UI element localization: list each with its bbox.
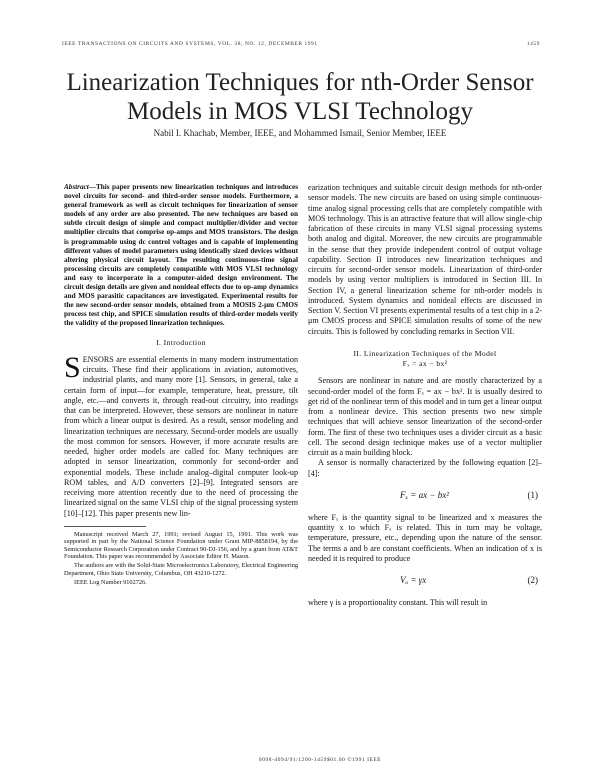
intro-text: ENSORS are essential elements in many modern instrumentation circuits. These find their applications in aviation, automotives, industrial plants, and many more [1]. Sensors, in general, take a certain form of input—for example, temperature, heat, pressure, tilt angle, etc.—and converts it, through read-out circuitry, into readings that can be interpreted. However, these sensors are nonlinear in nature from which a linear output is desired. As a result, sensor modeling and linearization techniques are necessary. Second-order models are usually the most common for sensors. However, if more accurate results are needed, higher order models are called for. Many techniques are adopted in sensor linearization, commonly for second-order and exponential models. These include analog–digital computer look-up ROM tables, and A/D converters [2]–[9]. Integrated sensors are receiving more attention recently due to the need of processing the linearized signal on the same VLSI chip of the signal processing system [10]–[12]. This paper presents new lin- [64,354,298,518]
section-heading-linearization [308,349,542,370]
running-header [62,41,540,47]
section2-paragraph-3: where Fₓ is the quantity signal to be linearized and x measures the quantity x to which Fₓ is related. This in turn may be voltage, temperature, pressure, etc., depending upon the nature of the sensor. The terms a and b are constant coefficients. When an indication of x is needed it is required to produce [308,512,542,563]
copyright-footer: 0098-4094/91/1200-1459$01.00 ©1991 IEEE [258,757,382,763]
abstract [64,183,298,329]
page-number: 1459 [526,41,540,47]
section2-paragraph-2: A sensor is normally characterized by the following equation [2]–[4]: [308,458,542,478]
continued-paragraph: earization techniques and suitable circuit design methods for nth-order sensor models. The new circuits are based on using simple continuous-time analog signal processing cells that are completely compatible with MOS technology. This is an attractive feature that will allow single-chip fabrication of these circuits in many VLSI signal processing systems both analog and digital. Moreover, the new circuits are programmable in the sense that they provide independent control of output voltage capability. Section II introduces new linearization techniques and circuits for second-order sensor models. Linearization of third-order models by using vector multipliers is introduced in Section III. In Section IV, a general linearization scheme for nth-order models is introduced. System dynamics and nonideal effects are discussed in Section V. Section VI presents experimental results of a test chip in a 2-μm CMOS process and SPICE simulation results of some of the new circuits. This is followed by concluding remarks in Section VII. [308,183,542,336]
drop-cap: S [64,350,81,384]
section2-title: II. Linearization Techniques of the Model [353,348,497,358]
author-line: Nabil I. Khachab, Member, IEEE, and Mohammed Ismail, Senior Member, IEEE [153,128,447,138]
equation-1 [308,485,542,507]
section2-subtitle: Fₓ = ax − bx² [402,359,448,368]
equation-1-expression: Fₓ = ax − bx² [400,489,449,500]
left-column [64,183,298,587]
footnote-manuscript: Manuscript received March 27, 1991; revised August 15, 1991. This work was supported in part by the National Science Foundation under Grant MIP-8858194, by the Semiconductor Research Corporation under Contract 90-DJ-156, and by a grant from AT&T Foundation. This paper was recommended by Associate Editor H. Mason. [64,530,298,560]
footnote-ieee-log: IEEE Log Number 9102726. [74,579,147,587]
footnote-affiliation: The authors are with the Solid-State Microelectronics Laboratory, Electrical Engineering Department, Ohio State University, Columbus, OH 43210-1272. [64,562,298,577]
equation-1-number: (1) [527,489,538,500]
abstract-label: Abstract [64,183,89,191]
intro-paragraph [64,350,298,519]
section2-paragraph-1: Sensors are nonlinear in nature and are mostly characterized by a second-order model of the form Fₓ = ax − bx². It is usually desired to get rid of the nonlinear term of this model and in turn get a linear output from a nonlinear device. This section presents two new simple techniques that will achieve sensor linearization of the second-order form. The first of these two techniques uses a divider circuit as a basic cell. The second design technique makes use of a vector multiplier circuit as a main building block. [308,376,542,457]
section2-paragraph-4: where γ is a proportionality constant. This will result in [308,598,488,607]
paper-title: Linearization Techniques for nth-Order Sensor Models in MOS VLSI Technology [66,69,534,125]
section-heading-introduction: I. Introduction [156,337,206,347]
abstract-text: —This paper presents new linearization techniques and introduces novel circuits for second- and third-order sensor models. Furthermore, a general framework as well as circuit techniques for linearization of sensor models of any order are also presented. The new techniques are based on subtle circuit design of simple and compact multiplier/divider and vector multiplier circuits that comprise op-amps and MOS transistors. The design is programmable using dc control voltages and is capable of implementing different values of model parameters using identically sized devices without altering physical circuit layout. The resulting continuous-time signal processing circuits are completely compatible with MOS VLSI technology and easy to incorporate in a computer-aided design environment. The circuit design details are given and nonideal effects due to op-amp dynamics and MOS parasitic capacitances are investigated. Experimental results for the new second-order sensor models, obtained from a MOSIS 2-μm CMOS process test chip, and SPICE simulation results of third-order models verify the validity of the proposed linearization techniques. [64,183,298,328]
right-column [308,183,542,608]
running-head: IEEE TRANSACTIONS ON CIRCUITS AND SYSTEMS, VOL. 38, NO. 12, DECEMBER 1991 [62,41,318,47]
equation-2 [308,570,542,592]
equation-2-expression: Vₒ = γx [400,575,427,585]
footnote-block [64,526,298,587]
equation-2-number: (2) [527,575,538,585]
